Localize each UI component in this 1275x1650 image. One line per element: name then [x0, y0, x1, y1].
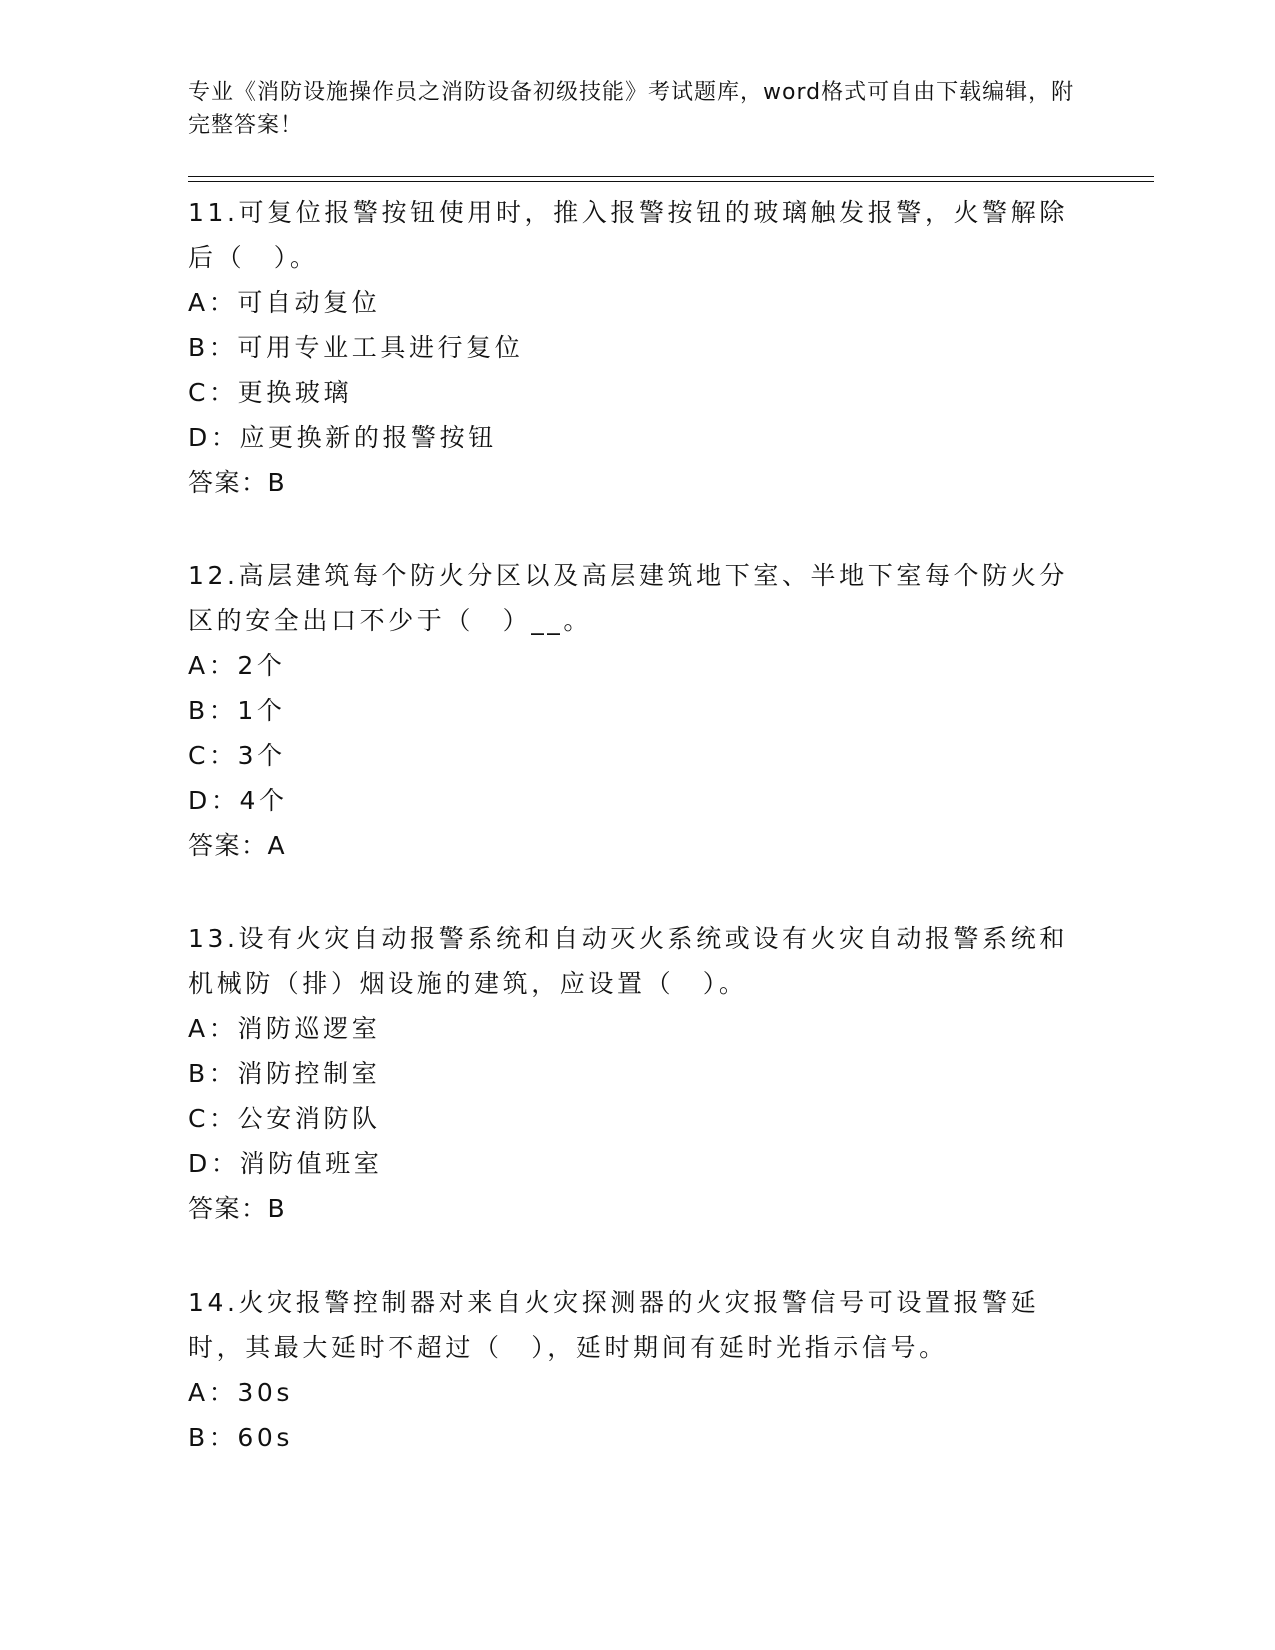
- option-key: B：: [188, 333, 238, 362]
- option-key: D：: [188, 1149, 240, 1178]
- option-d: [188, 415, 1078, 460]
- option-b: [188, 1415, 1078, 1460]
- header-divider-bottom: [188, 181, 1154, 182]
- option-text: 2个: [237, 651, 286, 680]
- option-a: [188, 280, 1078, 325]
- header-divider-top: [188, 176, 1154, 177]
- option-text: 消防控制室: [237, 1059, 381, 1088]
- option-c: [188, 733, 1078, 778]
- answer-line: 答案：A: [188, 831, 287, 860]
- answer-line: 答案：B: [188, 468, 287, 497]
- option-text: 60s: [237, 1423, 293, 1452]
- option-key: A：: [188, 288, 238, 317]
- document-header: 专业《消防设施操作员之消防设备初级技能》考试题库，word格式可自由下载编辑，附完整答案！: [188, 80, 1075, 138]
- option-text: 消防值班室: [239, 1149, 383, 1178]
- answer-line: 答案：B: [188, 1194, 287, 1223]
- option-a: [188, 643, 1078, 688]
- option-text: 可自动复位: [237, 288, 381, 317]
- question-13: [188, 916, 1078, 1231]
- option-key: C：: [188, 378, 238, 407]
- option-b: [188, 688, 1078, 733]
- option-text: 3个: [237, 741, 286, 770]
- option-text: 公安消防队: [237, 1104, 381, 1133]
- question-stem: 12.高层建筑每个防火分区以及高层建筑地下室、半地下室每个防火分区的安全出口不少于（ ）__。: [188, 561, 1068, 635]
- option-text: 可用专业工具进行复位: [237, 333, 524, 362]
- option-key: A：: [188, 1014, 238, 1043]
- option-d: [188, 1141, 1078, 1186]
- question-11: [188, 190, 1078, 505]
- option-a: [188, 1006, 1078, 1051]
- option-c: [188, 1096, 1078, 1141]
- option-text: 4个: [239, 786, 288, 815]
- option-text: 消防巡逻室: [237, 1014, 381, 1043]
- option-text: 应更换新的报警按钮: [239, 423, 497, 452]
- option-a: [188, 1370, 1078, 1415]
- option-b: [188, 325, 1078, 370]
- option-key: C：: [188, 741, 238, 770]
- option-key: D：: [188, 423, 240, 452]
- option-d: [188, 778, 1078, 823]
- option-key: A：: [188, 1378, 238, 1407]
- option-key: D：: [188, 786, 240, 815]
- option-text: 1个: [237, 696, 286, 725]
- question-stem: 14.火灾报警控制器对来自火灾探测器的火灾报警信号可设置报警延时，其最大延时不超过（ ），延时期间有延时光指示信号。: [188, 1288, 1040, 1362]
- question-12: [188, 553, 1078, 868]
- option-key: B：: [188, 696, 238, 725]
- question-14: [188, 1280, 1078, 1460]
- question-stem: 13.设有火灾自动报警系统和自动灭火系统或设有火灾自动报警系统和机械防（排）烟设施的建筑，应设置（ ）。: [188, 924, 1068, 998]
- option-text: 30s: [237, 1378, 293, 1407]
- option-key: A：: [188, 651, 238, 680]
- option-b: [188, 1051, 1078, 1096]
- option-text: 更换玻璃: [237, 378, 353, 407]
- question-stem: 11.可复位报警按钮使用时，推入报警按钮的玻璃触发报警，火警解除后（ ）。: [188, 198, 1068, 272]
- option-key: B：: [188, 1423, 238, 1452]
- option-c: [188, 370, 1078, 415]
- option-key: C：: [188, 1104, 238, 1133]
- option-key: B：: [188, 1059, 238, 1088]
